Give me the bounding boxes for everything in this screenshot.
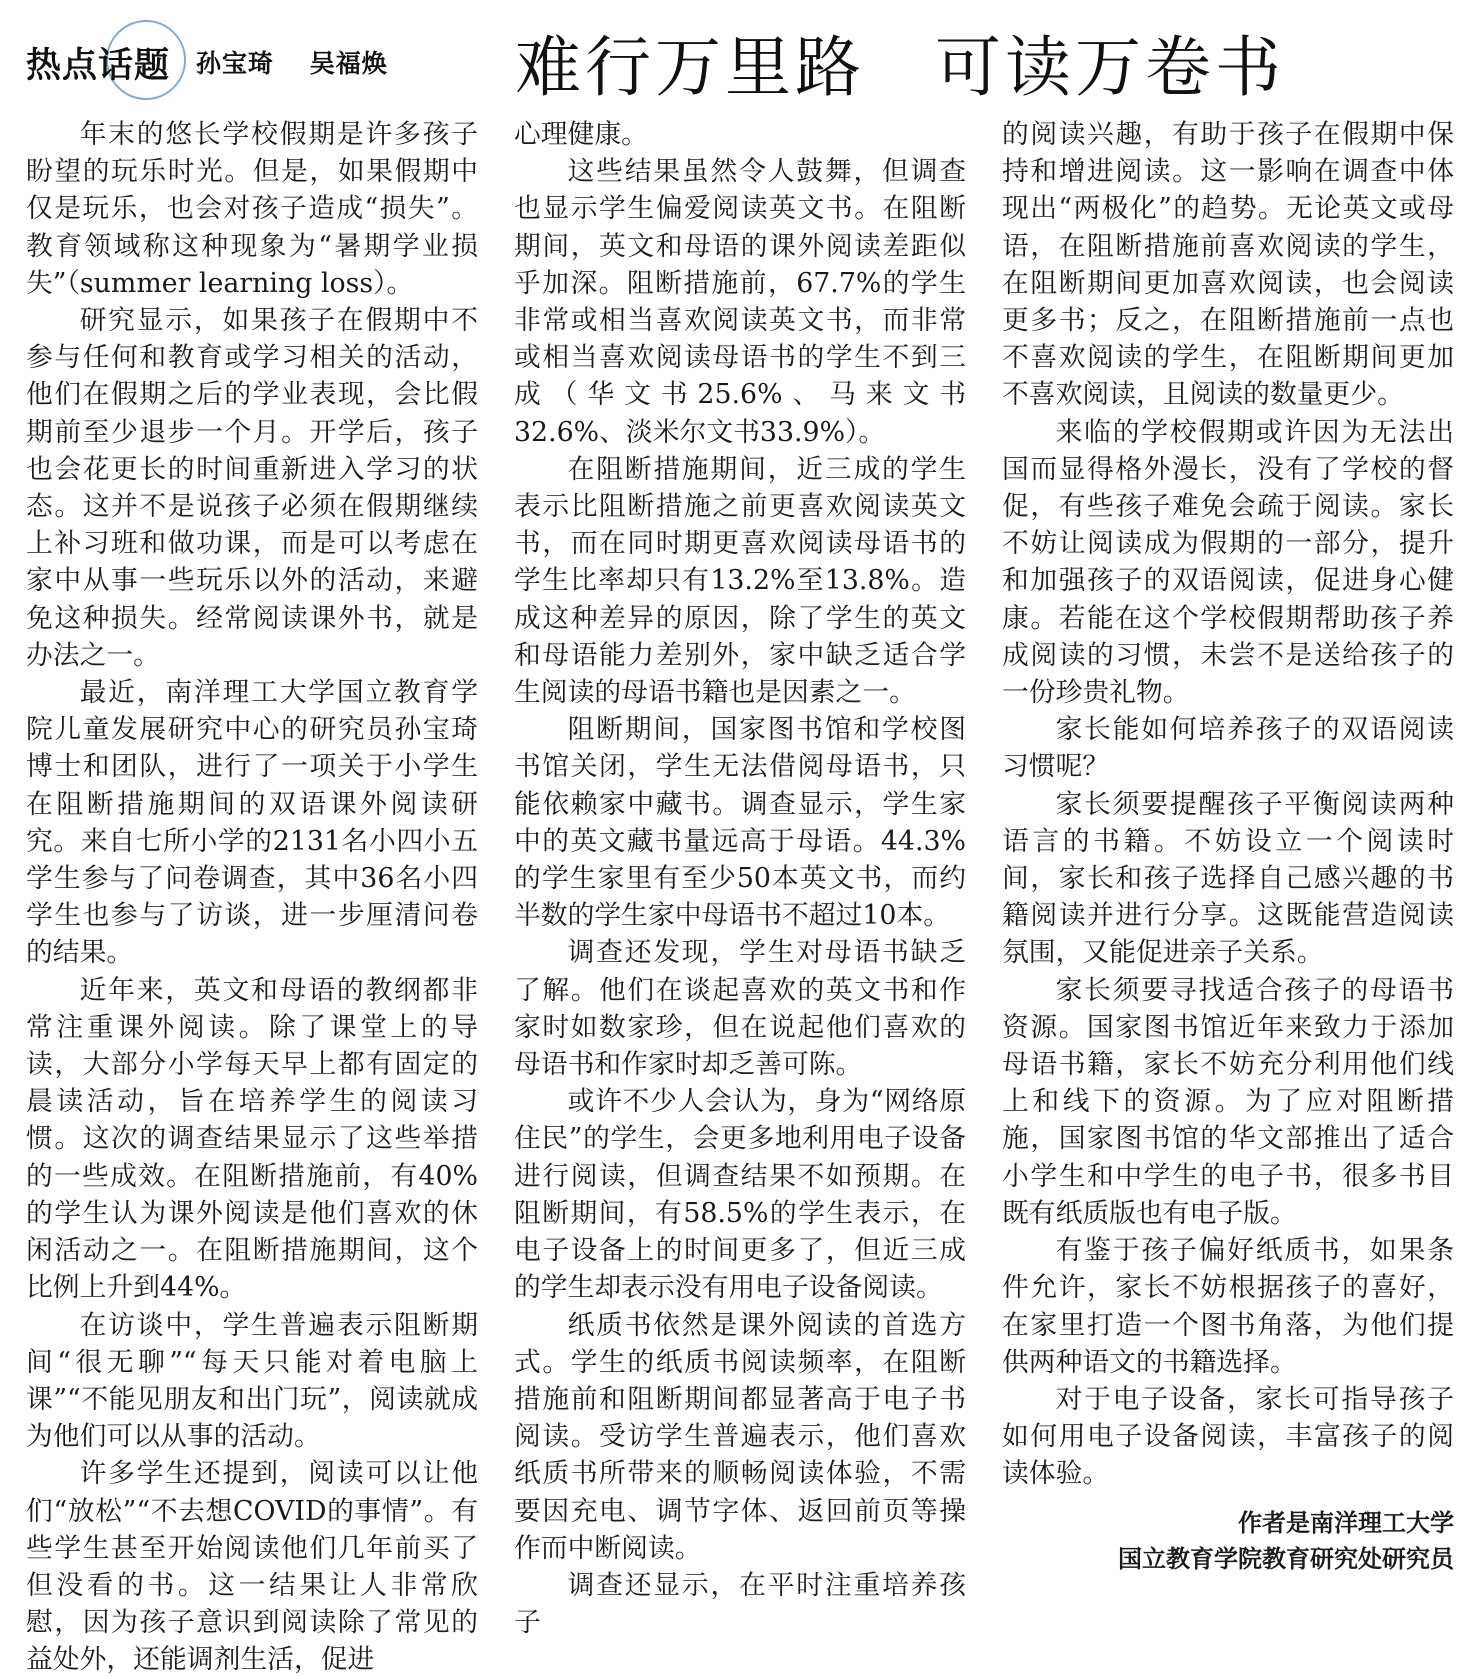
paragraph: 家长须要寻找适合孩子的母语书资源。国家图书馆近年来致力于添加母语书籍，家长不妨充分利用他们线上和线下的资源。为了应对阻断措施，国家图书馆的华文部推出了适合小学生和中学生的电子书，很多书目既有纸质版也有电子版。: [1002, 974, 1454, 1229]
paragraph: 有鉴于孩子偏好纸质书，如果条件允许，家长不妨根据孩子的喜好，在家里打造一个图书角落，为他们提供两种语文的书籍选择。: [1002, 1235, 1454, 1378]
paragraph: 对于电子设备，家长可指导孩子如何用电子设备阅读，丰富孩子的阅读体验。: [1002, 1383, 1454, 1490]
paragraph: 家长须要提醒孩子平衡阅读两种语言的书籍。不妨设立一个阅读时间，家长和孩子选择自己感兴趣的书籍阅读并进行分享。这既能营造阅读氛围，又能促进亲子关系。: [1002, 788, 1454, 969]
paragraph: 年末的悠长学校假期是许多孩子盼望的玩乐时光。但是，如果假期中仅是玩乐，也会对孩子造成“损失”。教育领域称这种现象为“暑期学业损失”（summer learning loss）。: [26, 119, 478, 299]
paragraph: 家长能如何培养孩子的双语阅读习惯呢？: [1002, 714, 1454, 783]
paragraph: 这些结果虽然令人鼓舞，但调查也显示学生偏爱阅读英文书。在阻断期间，英文和母语的课外阅读差距似乎加深。阻断措施前，67.7%的学生非常或相当喜欢阅读英文书，而非常或相当喜欢阅读母语书的学生不到三成（华文书25.6%、马来文书32.6%、淡米尔文书33.9%）。: [514, 156, 966, 448]
byline-line: 作者是南洋理工大学: [1238, 1508, 1454, 1537]
paragraph: 来临的学校假期或许因为无法出国而显得格外漫长，没有了学校的督促，有些孩子难免会疏于阅读。家长不妨让阅读成为假期的一部分，提升和加强孩子的双语阅读，促进身心健康。若能在这个学校假期帮助孩子养成阅读的习惯，未尝不是送给孩子的一份珍贵礼物。: [1002, 416, 1454, 709]
byline-line: 国立教育学院教育研究处研究员: [1118, 1544, 1454, 1573]
paragraph: 研究显示，如果孩子在假期中不参与任何和教育或学习相关的活动，他们在假期之后的学业表现，会比假期前至少退步一个月。开学后，孩子也会花更长的时间重新进入学习的状态。这并不是说孩子必须在假期继续上补习班和做功课，而是可以考虑在家中从事一些玩乐以外的活动，来避免这种损失。经常阅读课外书，就是办法之一。: [26, 305, 478, 671]
author-byline: [1002, 1505, 1454, 1577]
author-names: [196, 44, 414, 80]
paragraph: 调查还发现，学生对母语书缺乏了解。他们在谈起喜欢的英文书和作家时如数家珍，但在说起他们喜欢的母语书和作家时却乏善可陈。: [514, 937, 966, 1081]
article-header: [0, 0, 1480, 118]
paragraph: 在访谈中，学生普遍表示阻断期间“很无聊”“每天只能对着电脑上课”“不能见朋友和出门玩”，阅读就成为他们可以从事的活动。: [26, 1309, 478, 1453]
article-column-3: [1002, 116, 1454, 1577]
paragraph: 在阻断措施期间，近三成的学生表示比阻断措施之前更喜欢阅读英文书，而在同时期更喜欢阅读母语书的学生比率却只有13.2%至13.8%。造成这种差异的原因，除了学生的英文和母语能力差别外，家中缺乏适合学生阅读的母语书籍也是因素之一。: [514, 453, 966, 709]
paragraph: 近年来，英文和母语的教纲都非常注重课外阅读。除了课堂上的导读，大部分小学每天早上都有固定的晨读活动，旨在培养学生的阅读习惯。这次的调查结果显示了这些举措的一些成效。在阻断措施前，有40%的学生认为课外阅读是他们喜欢的休闲活动之一。在阻断措施期间，这个比例上升到44%。: [26, 974, 478, 1304]
paragraph: 阻断期间，国家图书馆和学校图书馆关闭，学生无法借阅母语书，只能依赖家中藏书。调查显示，学生家中的英文藏书量远高于母语。44.3%的学生家里有至少50本英文书，而约半数的学生家中母语书不超过10本。: [514, 714, 966, 932]
headline: 难行万里路 可读万卷书: [515, 29, 1285, 106]
paragraph-continued: 的阅读兴趣，有助于孩子在假期中保持和增进阅读。这一影响在调查中体现出“两极化”的趋势。无论英文或母语，在阻断措施前喜欢阅读的学生，在阻断期间更加喜欢阅读，也会阅读更多书；反之，在阻断措施前一点也不喜欢阅读的学生，在阻断期间更加不喜欢阅读，且阅读的数量更少。: [1002, 119, 1454, 411]
article-column-1: [26, 116, 478, 1679]
paragraph: 许多学生还提到，阅读可以让他们“放松”“不去想COVID的事情”。有些学生甚至开始阅读他们几年前买了但没看的书。这一结果让人非常欣慰，因为孩子意识到阅读除了常见的益处外，还能调剂生活，促进: [26, 1458, 478, 1676]
paragraph: 最近，南洋理工大学国立教育学院儿童发展研究中心的研究员孙宝琦博士和团队，进行了一项关于小学生在阻断措施期间的双语课外阅读研究。来自七所小学的2131名小四小五学生参与了问卷调查，其中36名小四学生也参与了访谈，进一步厘清问卷的结果。: [26, 677, 478, 969]
paragraph: 纸质书依然是课外阅读的首选方式。学生的纸质书阅读频率，在阻断措施前和阻断期间都显著高于电子书阅读。受访学生普遍表示，他们喜欢纸质书所带来的顺畅阅读体验，不需要因充电、调节字体、返回前页等操作而中断阅读。: [514, 1309, 966, 1564]
author-name: 吴福焕: [309, 49, 388, 78]
paragraph-continued: 心理健康。: [514, 119, 648, 150]
paragraph: 调查还显示，在平时注重培养孩子: [514, 1569, 966, 1639]
article-column-2: [514, 116, 966, 1641]
author-name: 孙宝琦: [196, 49, 275, 78]
column-tag: 热点话题: [26, 46, 171, 86]
paragraph: 或许不少人会认为，身为“网络原住民”的学生，会更多地利用电子设备进行阅读，但调查结果不如预期。在阻断期间，有58.5%的学生表示，在电子设备上的时间更多了，但近三成的学生却表示没有用电子设备阅读。: [514, 1086, 966, 1304]
